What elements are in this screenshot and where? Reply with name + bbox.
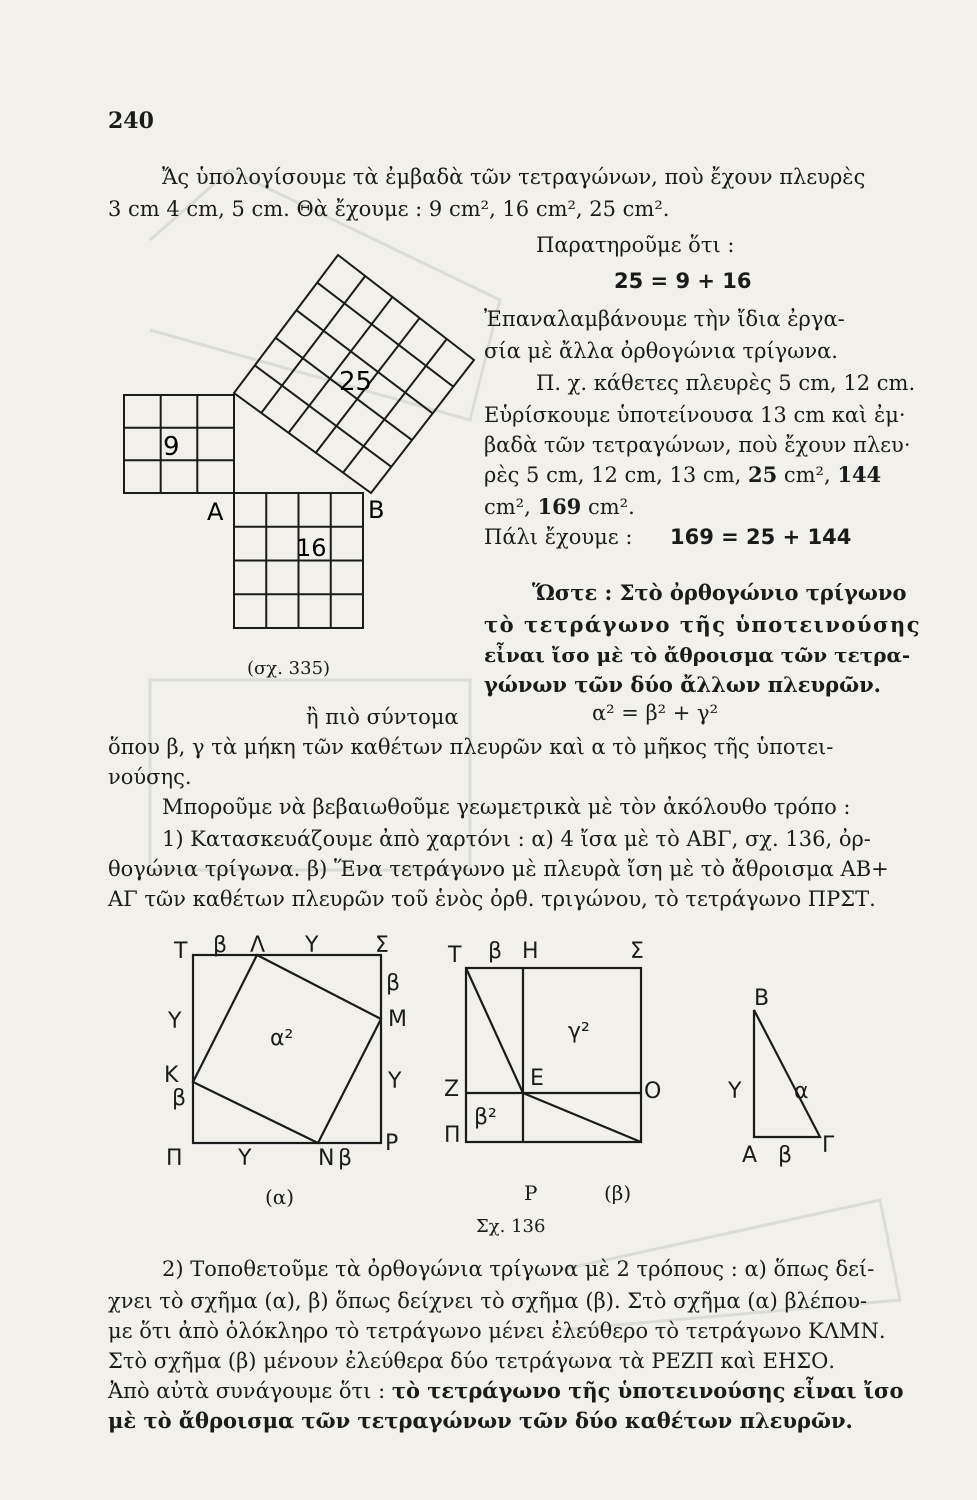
tri-gamma: Υ xyxy=(728,1079,742,1104)
figure-335-caption: (σχ. 335) xyxy=(247,658,331,679)
fig-a-beta-top: β xyxy=(213,933,228,958)
fig-b-beta2: β² xyxy=(474,1105,497,1130)
step2-line-1: 2) Τοποθετοῦμε τὰ ὀρθογώνια τρίγωνα μὲ 2 τρόπους : α) ὅπως δεί- xyxy=(162,1257,875,1281)
fig-a-gamma-top: Υ xyxy=(305,933,319,958)
tri-a: A xyxy=(742,1143,758,1168)
fig-b-gamma2: γ² xyxy=(568,1019,590,1044)
fig-a-beta-right: β xyxy=(386,971,401,996)
geom-intro: Μποροῦμε νὰ βεβαιωθοῦμε γεωμετρικὰ μὲ τὸν ἀκόλουθο τρόπο : xyxy=(162,795,851,819)
vertex-b: B xyxy=(368,496,385,524)
example-line-5 xyxy=(484,494,635,520)
fig-a-gamma-right: Υ xyxy=(388,1069,402,1094)
step2-5a: Ἀπὸ αὐτὰ συνάγουμε ὅτι : xyxy=(108,1379,392,1403)
step2-line-4: Στὸ σχῆμα (β) μένουν ἐλεύθερα δύο τετράγωνα τὰ ΡΕΖΠ καὶ ΕΗΣΟ. xyxy=(108,1349,836,1373)
conclusion-line-3: εἶναι ἴσο μὲ τὸ ἄθροισμα τῶν τετρα- xyxy=(484,643,911,667)
formula-intro: ἢ πιὸ σύντομα xyxy=(306,705,459,729)
step2-5b: τὸ τετράγωνο τῆς ὑποτεινούσης εἶναι ἴσο xyxy=(391,1378,904,1403)
observe-text: Παρατηροῦμε ὅτι : xyxy=(536,233,735,257)
example-line-3: βαδὰ τῶν τετραγώνων, ποὺ ἔχουν πλευ· xyxy=(484,433,911,457)
fig-b-e: E xyxy=(530,1066,544,1091)
where-line-2: νούσης. xyxy=(108,765,192,789)
step1-line-3: ΑΓ τῶν καθέτων πλευρῶν τοῦ ἑνὸς ὀρθ. τριγώνου, τὸ τετράγωνο ΠΡΣΤ. xyxy=(108,887,876,911)
repeat-line-2: σία μὲ ἄλλα ὀρθογώνια τρίγωνα. xyxy=(484,339,838,363)
label-25: 25 xyxy=(339,367,373,397)
example-5a: cm², xyxy=(484,495,538,519)
label-16: 16 xyxy=(296,534,327,562)
value-144: 144 xyxy=(837,462,882,487)
fig-b-sigma: Σ xyxy=(630,939,644,964)
fig-a-n: N xyxy=(318,1146,335,1171)
fig-a-gamma-bottom: Υ xyxy=(238,1146,252,1171)
tri-g: Γ xyxy=(822,1133,835,1158)
fig-a-gamma-left: Υ xyxy=(168,1009,182,1034)
label-9: 9 xyxy=(163,432,180,462)
fig-b-t: T xyxy=(448,943,462,968)
repeat-line-1: Ἐπαναλαμβάνουμε τὴν ἴδια ἐργα- xyxy=(484,307,845,331)
fig-136-label-b: (β) xyxy=(604,1181,632,1205)
fig-136-label-r: P xyxy=(524,1181,538,1205)
conclusion-line-1: Ὥστε : Στὸ ὀρθογώνιο τρίγωνο xyxy=(532,580,907,605)
intro-line-1: Ἄς ὑπολογίσουμε τὰ ἐμβαδὰ τῶν τετραγώνων, ποὺ ἔχουν πλευρὲς xyxy=(162,165,866,189)
fig-a-r: P xyxy=(385,1131,399,1156)
fig-a-pi: Π xyxy=(166,1146,183,1171)
step2-line-6: μὲ τὸ ἄθροισμα τῶν τετραγώνων τῶν δύο καθέτων πλευρῶν. xyxy=(108,1408,853,1433)
fig-a-t: T xyxy=(174,939,188,964)
fig-a-lambda: Λ xyxy=(250,933,266,958)
conclusion-line-2: τὸ τετράγωνο τῆς ὑποτεινούσης xyxy=(484,612,922,637)
where-line-1: ὅπου β, γ τὰ μήκη τῶν καθέτων πλευρῶν καὶ α τὸ μῆκος τῆς ὑποτει- xyxy=(108,735,834,759)
fig-136-caption: Σχ. 136 xyxy=(476,1216,546,1237)
formula: α² = β² + γ² xyxy=(592,701,719,725)
equation-25: 25 = 9 + 16 xyxy=(614,269,752,293)
fig-b-h: H xyxy=(522,939,539,964)
fig-a-m: M xyxy=(388,1007,407,1032)
example-4c: cm², xyxy=(777,463,838,487)
figure-136 xyxy=(150,928,870,1238)
fig-b-pi: Π xyxy=(444,1123,461,1148)
fig-136-label-a: (α) xyxy=(265,1185,295,1209)
vertex-a: A xyxy=(207,498,224,526)
again-label: Πάλι ἔχουμε : xyxy=(484,525,633,549)
step2-line-5 xyxy=(108,1378,903,1404)
example-line-1: Π. χ. κάθετες πλευρὲς 5 cm, 12 cm. xyxy=(536,371,916,395)
abg-triangle xyxy=(754,1010,820,1137)
conclusion-line-4: γώνων τῶν δύο ἄλλων πλευρῶν. xyxy=(484,672,881,697)
tri-alpha: α xyxy=(794,1079,809,1104)
equation-169: 169 = 25 + 144 xyxy=(670,525,852,549)
tri-b: B xyxy=(754,986,770,1011)
intro-line-2: 3 cm 4 cm, 5 cm. Θὰ ἔχουμε : 9 cm², 16 cm², 25 cm². xyxy=(108,197,670,221)
example-4a: ρὲς 5 cm, 12 cm, 13 cm, xyxy=(484,463,748,487)
example-line-4 xyxy=(484,462,881,488)
fig-a-sigma: Σ xyxy=(375,933,389,958)
step1-line-1: 1) Κατασκευάζουμε ἀπὸ χαρτόνι : α) 4 ἴσα μὲ τὸ ΑΒΓ, σχ. 136, ὀρ- xyxy=(162,827,871,851)
fig-b-beta-top: β xyxy=(488,939,503,964)
step2-line-3: με ὅτι ἀπὸ ὁλόκληρο τὸ τετράγωνο μένει ἐλεύθερο τὸ τετράγωνο ΚΛΜΝ. xyxy=(108,1319,886,1343)
figure-335 xyxy=(118,252,478,682)
step1-line-2: θογώνια τρίγωνα. β) Ἕνα τετράγωνο μὲ πλευρὰ ἴση μὲ τὸ ἄθροισμα ΑΒ+ xyxy=(108,857,889,881)
value-169: 169 xyxy=(537,494,582,519)
fig-b-o: O xyxy=(644,1079,662,1104)
page-number: 240 xyxy=(108,108,154,134)
fig-a-beta-left: β xyxy=(172,1086,187,1111)
example-5c: cm². xyxy=(581,495,635,519)
fig-a-beta-bottom: β xyxy=(338,1146,353,1171)
tri-beta: β xyxy=(778,1143,793,1168)
value-25: 25 xyxy=(747,462,778,487)
example-line-2: Εὑρίσκουμε ὑποτείνουσα 13 cm καὶ ἐμ· xyxy=(484,403,906,427)
fig-a-k: K xyxy=(164,1063,179,1088)
step2-line-2: χνει τὸ σχῆμα (α), β) ὅπως δείχνει τὸ σχῆμα (β). Στὸ σχῆμα (α) βλέπου- xyxy=(108,1289,868,1313)
fig-b-z: Z xyxy=(444,1077,460,1102)
fig-a-alpha2: α² xyxy=(270,1026,294,1051)
